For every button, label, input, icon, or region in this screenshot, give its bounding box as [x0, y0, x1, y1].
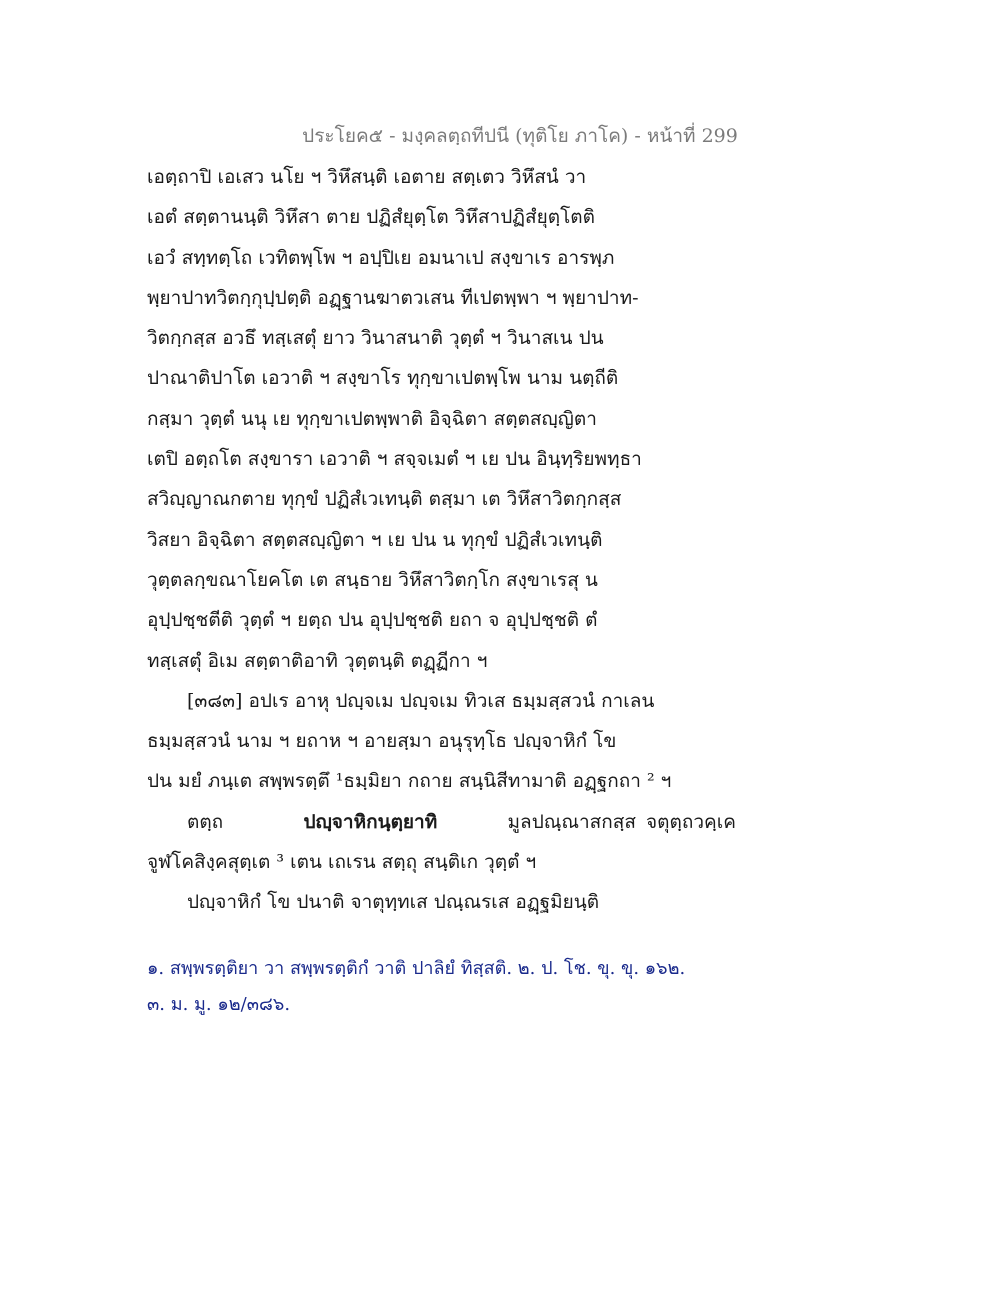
text-line: เอตฺถาปิ เอเสว นโย ฯ วิหึสนฺติ เอตาย สตฺเตว วิหึสนํ วา — [147, 166, 587, 188]
text-line: วิตกฺกสฺส อวธึ ทสฺเสตุํ ยาว วินาสนาติ วุตฺตํ ฯ วินาสเน ปน — [147, 327, 604, 350]
text-line: สวิญฺญาณกตาย ทุกฺขํ ปฏิสํเวเทนฺติ ตสฺมา เต วิหึสาวิตกฺกสฺส — [147, 488, 622, 511]
text-line: ธมฺมสฺสวนํ นาม ฯ ยถาห ฯ อายสฺมา อนุรุทฺโธ ปญฺจาหิกํ โข — [147, 730, 617, 753]
text-line: อุปฺปชฺชตีติ วุตฺตํ ฯ ยตฺถ ปน อุปฺปชฺชติ ยถา จ อุปฺปชฺชติ ตํ — [147, 609, 598, 632]
body-text — [147, 157, 736, 923]
text-line: จูฬโคสิงฺคสุตฺเต ³ เตน เถเรน สตฺถุ สนฺติเก วุตฺตํ ฯ — [147, 851, 537, 874]
footnotes — [147, 951, 747, 1023]
text-line: พฺยาปาทวิตกฺกุปฺปตฺติ อฏฺฐานฆาตวเสน ทีเปตพฺพา ฯ พฺยาปาท- — [147, 286, 639, 309]
text-line: ปญฺจาหิกํ โข ปนาติ จาตุทฺทเส ปณฺณรเส อฏฺฐมิยนฺติ — [187, 891, 600, 914]
text-line: ปน มยํ ภนฺเต สพฺพรตฺตึ ¹ธมฺมิยา กถาย สนฺนิสีทามาติ อฏฺฐกถา ² ฯ — [147, 770, 672, 793]
page-header — [0, 121, 1000, 151]
text-line: วุตฺตลกฺขณาโยคโต เต สนฺธาย วิหึสาวิตกฺโก สงฺขาเรสุ น — [147, 568, 598, 591]
text-line: ทสฺเสตุํ อิเม สตฺตาติอาทิ วุตฺตนฺติ ตฏฺฏีกา ฯ — [147, 649, 488, 672]
text-line: [๓๘๓] อปเร อาหุ ปญฺจเม ปญฺจเม ทิวเส ธมฺมสฺสวนํ กาเลน — [187, 689, 655, 712]
text-line-with-bold — [147, 802, 736, 842]
footnote: ๓. ม. มู. ๑๒/๓๘๖. — [147, 994, 291, 1015]
bold-term: ปญฺจาหิกนฺตฺยาทิ — [303, 810, 438, 833]
page-header-text: ประโยค๕ - มงฺคลตฺถทีปนี (ทุติโย ภาโค) - หน้าที่ 299 — [302, 125, 738, 147]
footnote: ๑. สพฺพรตฺติยา วา สพฺพรตฺติกํ วาติ ปาลิยํ ทิสฺสติ. ๒. ป. โช. ขุ. ขุ. ๑๖๒. — [147, 958, 686, 979]
text-line: กสฺมา วุตฺตํ นนุ เย ทุกฺขาเปตพฺพาติ อิจฺฉิตา สตฺตสญฺญิตา — [147, 407, 597, 430]
text-line: ปาณาติปาโต เอวาติ ฯ สงฺขาโร ทุกฺขาเปตพฺโพ นาม นตฺถีติ — [147, 367, 619, 390]
text-line: เอวํ สทฺทตฺโถ เวทิตพฺโพ ฯ อปฺปิเย อมนาเป สงฺขาเร อารพฺภ — [147, 246, 615, 269]
text-line: เอตํ สตฺตานนฺติ วิหึสา ตาย ปฏิสํยุตฺโต วิหึสาปฏิสํยุตฺโตติ — [147, 206, 595, 229]
text-line: วิสยา อิจฺฉิตา สตฺตสญฺญิตา ฯ เย ปน น ทุกฺขํ ปฏิสํเวเทนฺติ — [147, 528, 603, 551]
text-line: เตปิ อตฺถโต สงฺขารา เอวาติ ฯ สจฺจเมตํ ฯ เย ปน อินฺทฺริยพทฺธา — [147, 448, 642, 471]
bold-line-suffix: มูลปณฺณาสกสฺส จตุตฺถวคฺเค — [507, 810, 736, 833]
bold-line-prefix: ตตฺถ — [187, 810, 224, 833]
